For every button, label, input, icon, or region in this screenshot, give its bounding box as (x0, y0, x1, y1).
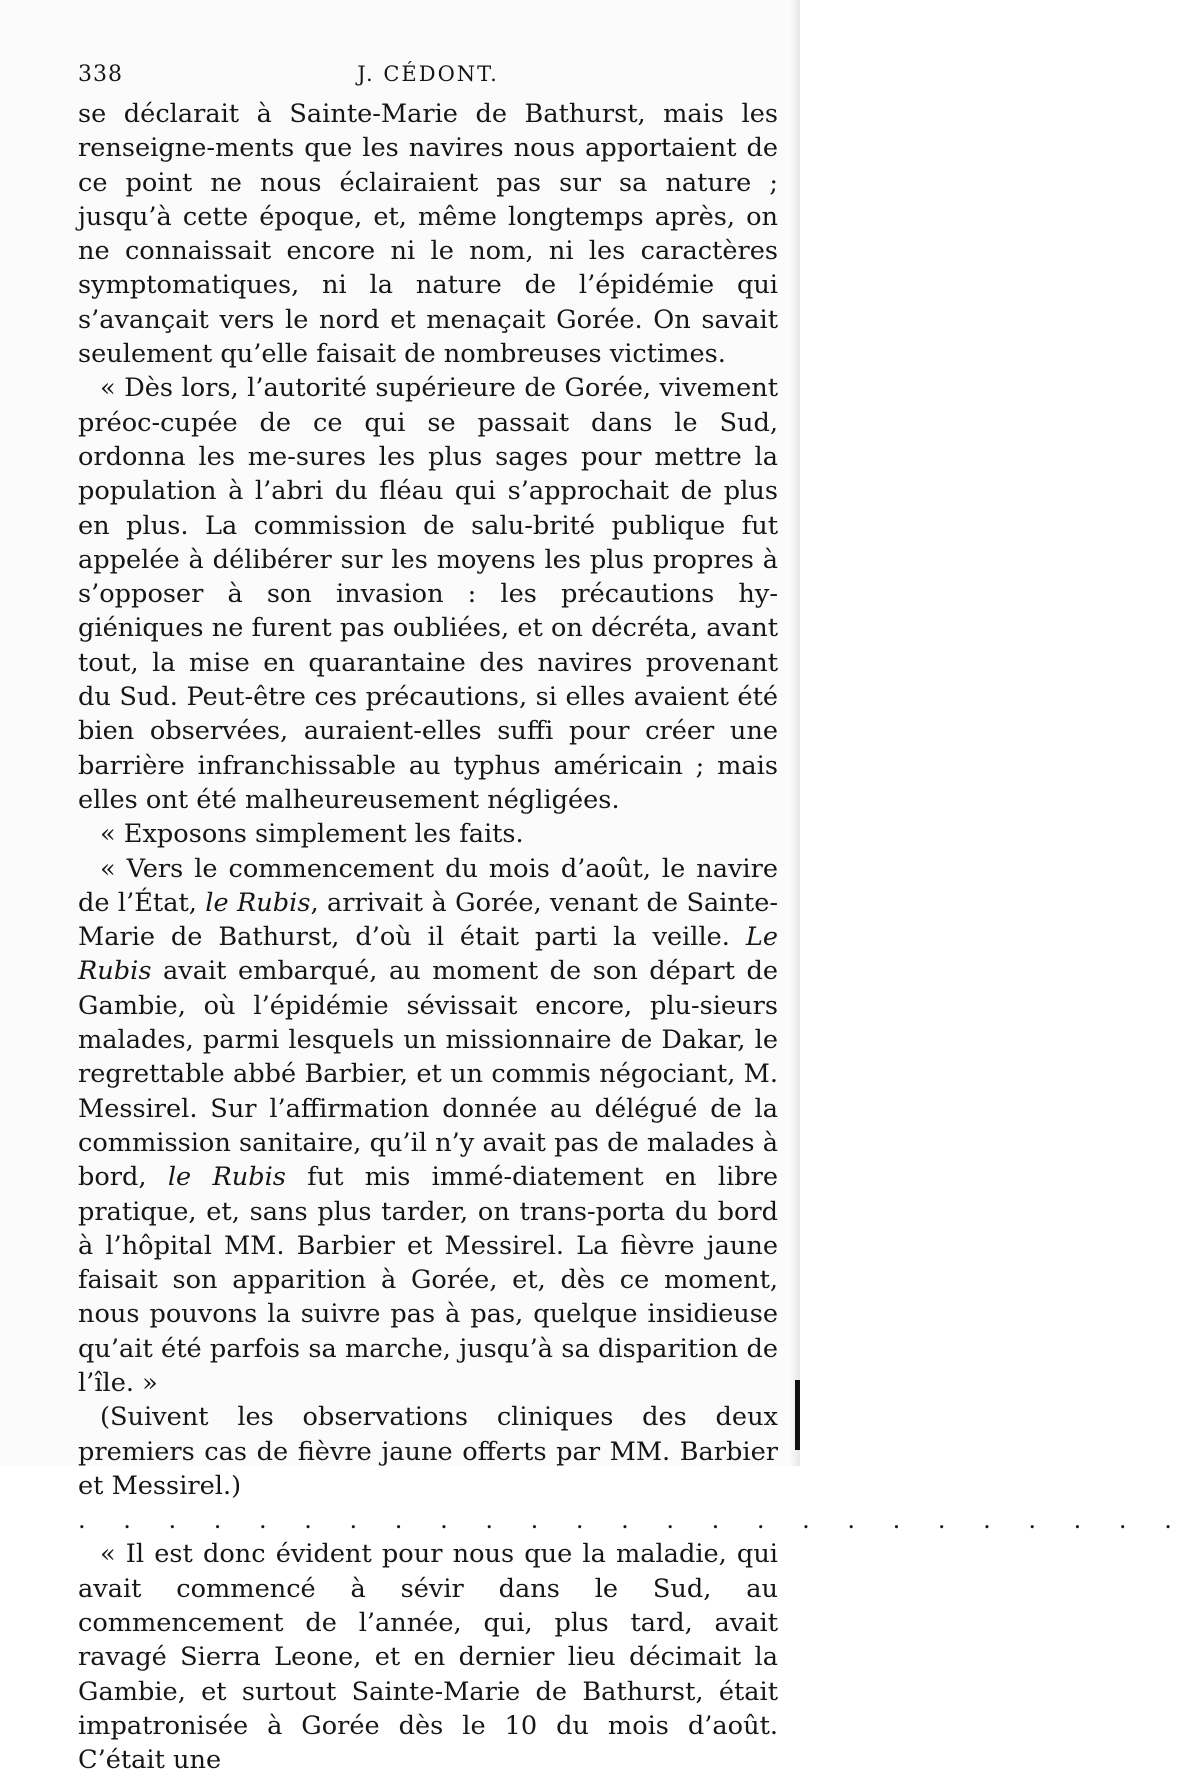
paragraph-4-part-d: fut mis immé-diatement en libre pratique, et, sans plus tarder, on trans-porta du bord à l’hôpital MM. Barbier et Messirel. La fièvre jaune faisait son apparition à Gorée, et, dès ce moment, nous pouvons la suivre pas à pas, quelque insidieuse qu’ait été parfois sa marche, jusqu’à sa disparition de l’île. » (78, 1162, 778, 1398)
ellipsis-dots: . . . . . . . . . . . . . . . . . . . . . . . . . (78, 1506, 1187, 1535)
paragraph-4-part-b: , arrivait à Gorée, venant de Sainte-Marie de Bathurst, d’où il était parti la veille. (78, 887, 778, 953)
ship-name-rubis: le Rubis (205, 887, 311, 918)
body-text (78, 97, 1187, 1778)
ship-name-rubis: le Rubis (167, 1162, 286, 1193)
paragraph-3: « Exposons simplement les faits. (100, 819, 524, 850)
ship-name-rubis: Le Rubis (78, 922, 778, 987)
page-number: 338 (78, 62, 123, 87)
paragraph-4-part-a: « Vers le commencement du mois d’août, le navire de l’État, (78, 853, 778, 918)
paragraph-5: (Suivent les observations cliniques des deux premiers cas de fièvre jaune offerts par MM. Barbier et Messirel.) (78, 1402, 778, 1501)
page-header (78, 58, 778, 94)
paragraph-2: « Dès lors, l’autorité supérieure de Gorée, vivement préoc-cupée de ce qui se passait dans le Sud, ordonna les me-sures les plus sages pour mettre la population à l’abri du fléau qui s’approchait de plus en plus. La commission de salu-brité publique fut appelée à délibérer sur les moyens les plus propres à s’opposer à son invasion : les précautions hy-giéniques ne furent pas oubliées, et on décréta, avant tout, la mise en quarantaine des navires provenant du Sud. Peut-être ces précautions, si elles avaient été bien observées, auraient-elles suffi pour créer une barrière infranchissable au typhus américain ; mais elles ont été malheureusement négligées. (78, 373, 778, 815)
paragraph-1: se déclarait à Sainte-Marie de Bathurst, mais les renseigne-ments que les navires nous apportaient de ce point ne nous éclairaient pas sur sa nature ; jusqu’à cette époque, et, même longtemps après, on ne connaissait encore ni le nom, ni les caractères symptomatiques, ni la nature de l’épidémie qui s’avançait vers le nord et menaçait Gorée. On savait seulement qu’elle faisait de nombreuses victimes. (78, 99, 778, 370)
paragraph-4-part-c: avait embarqué, au moment de son départ de Gambie, où l’épidémie sévissait encore, plu-sieurs malades, parmi lesquels un missionnaire de Dakar, le regrettable abbé Barbier, et un commis négociant, M. Messirel. Sur l’affirmation donnée au délégué de la commission sanitaire, qu’il n’y avait pas de malades à bord, (78, 956, 779, 1193)
running-title: J. CÉDONT. (357, 62, 499, 86)
paragraph-4 (78, 852, 778, 1401)
page-edge-shadow (790, 0, 800, 1466)
page-edge-mark (795, 1380, 800, 1450)
paragraph-6: « Il est donc évident pour nous que la maladie, qui avait commencé à sévir dans le Sud, au commencement de l’année, qui, plus tard, avait ravagé Sierra Leone, et en dernier lieu décimait la Gambie, et surtout Sainte-Marie de Bathurst, était impatronisée à Gorée dès le 10 du mois d’août. C’était une (78, 1539, 778, 1776)
